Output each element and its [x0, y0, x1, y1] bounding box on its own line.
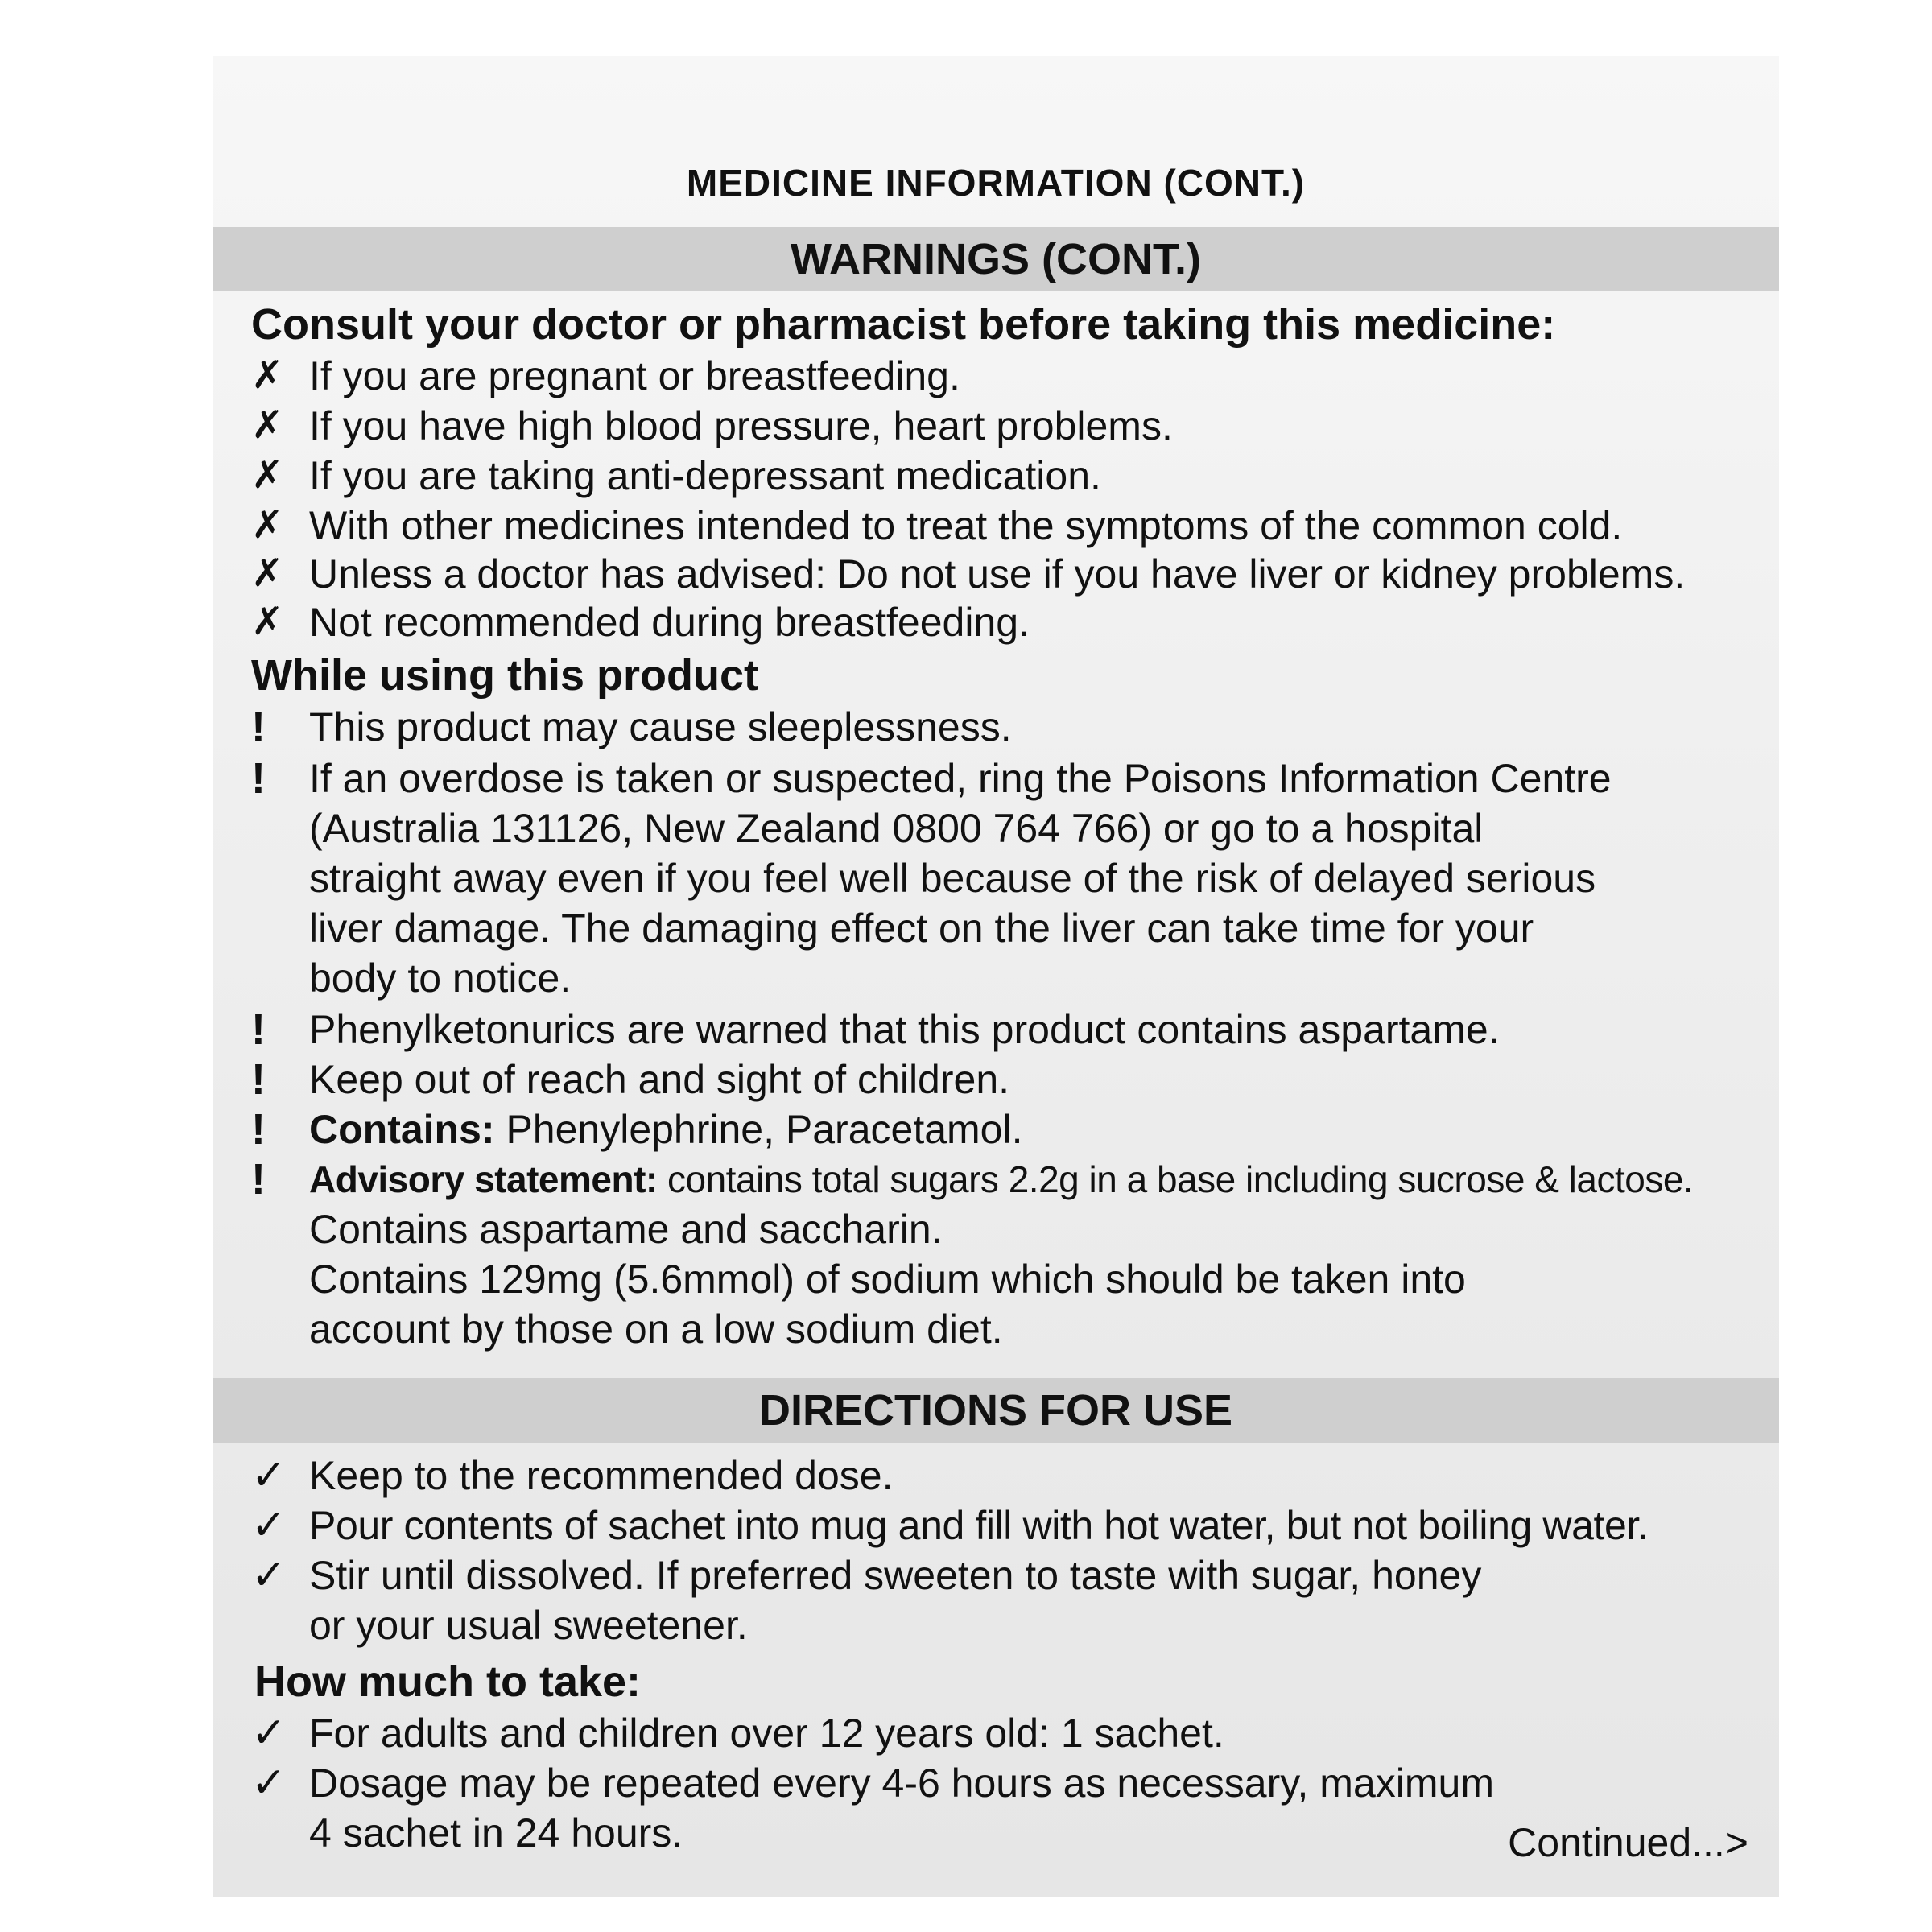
dosage-item: Dosage may be repeated every 4-6 hours as necessary, maximum: [309, 1761, 1494, 1806]
direction-item: Stir until dissolved. If preferred sweeten to taste with sugar, honey: [309, 1553, 1482, 1598]
cross-icon: ✗: [251, 404, 284, 447]
how-much-heading: How much to take:: [254, 1657, 642, 1706]
direction-item: Keep to the recommended dose.: [309, 1453, 894, 1498]
consult-heading: Consult your doctor or pharmacist before taking this medicine:: [251, 300, 1556, 349]
exclamation-icon: !: [251, 1105, 266, 1154]
contains-statement: [309, 1104, 1022, 1154]
exclamation-icon: !: [251, 1005, 266, 1054]
advisory-value: contains total sugars 2.2g in a base including sucrose & lactose.: [657, 1158, 1694, 1200]
checkmark-icon: ✓: [251, 1452, 287, 1499]
consult-item: If you are taking anti-depressant medication.: [309, 453, 1101, 498]
overdose-line: liver damage. The damaging effect on the liver can take time for your: [309, 906, 1534, 951]
exclamation-icon: !: [251, 754, 266, 803]
advisory-statement: [309, 1154, 1693, 1204]
cross-icon: ✗: [251, 504, 284, 547]
advisory-label: Advisory statement:: [309, 1158, 658, 1200]
dosage-item-continuation: 4 sachet in 24 hours.: [309, 1810, 683, 1856]
advisory-line: Contains aspartame and saccharin.: [309, 1207, 943, 1252]
children-warning: Keep out of reach and sight of children.: [309, 1057, 1010, 1102]
checkmark-icon: ✓: [251, 1502, 287, 1549]
exclamation-icon: !: [251, 1155, 266, 1203]
continued-label: Continued...>: [1508, 1820, 1748, 1865]
overdose-line: (Australia 131126, New Zealand 0800 764 766) or go to a hospital: [309, 806, 1484, 851]
exclamation-icon: !: [251, 703, 266, 751]
warnings-section-header: WARNINGS (CONT.): [213, 227, 1779, 291]
contains-label: Contains:: [309, 1107, 495, 1152]
page-title: MEDICINE INFORMATION (CONT.): [686, 162, 1306, 204]
cross-icon: ✗: [251, 601, 284, 643]
cross-icon: ✗: [251, 552, 284, 595]
cross-icon: ✗: [251, 354, 284, 397]
overdose-line: body to notice.: [309, 956, 572, 1001]
medicine-info-panel: [213, 56, 1779, 1897]
checkmark-icon: ✓: [251, 1552, 287, 1599]
consult-item: If you have high blood pressure, heart problems.: [309, 403, 1173, 448]
consult-item: With other medicines intended to treat the symptoms of the common cold.: [309, 503, 1623, 548]
contains-value: Phenylephrine, Paracetamol.: [494, 1107, 1023, 1152]
consult-item: If you are pregnant or breastfeeding.: [309, 353, 960, 398]
cross-icon: ✗: [251, 454, 284, 497]
overdose-line: If an overdose is taken or suspected, ring the Poisons Information Centre: [309, 756, 1612, 801]
checkmark-icon: ✓: [251, 1710, 287, 1757]
exclamation-icon: !: [251, 1055, 266, 1104]
direction-item: Pour contents of sachet into mug and fill with hot water, but not boiling water.: [309, 1503, 1649, 1548]
direction-item-continuation: or your usual sweetener.: [309, 1603, 748, 1648]
consult-item: Unless a doctor has advised: Do not use if you have liver or kidney problems.: [309, 551, 1686, 597]
phenylketonurics-warning: Phenylketonurics are warned that this product contains aspartame.: [309, 1007, 1500, 1052]
advisory-line: Contains 129mg (5.6mmol) of sodium which should be taken into: [309, 1257, 1466, 1302]
overdose-line: straight away even if you feel well because of the risk of delayed serious: [309, 856, 1596, 901]
dosage-item: For adults and children over 12 years old: 1 sachet.: [309, 1711, 1224, 1756]
sleeplessness-warning: This product may cause sleeplessness.: [309, 704, 1012, 749]
directions-section-header: DIRECTIONS FOR USE: [213, 1378, 1779, 1443]
while-using-heading: While using this product: [251, 651, 758, 700]
checkmark-icon: ✓: [251, 1760, 287, 1806]
consult-item: Not recommended during breastfeeding.: [309, 600, 1030, 645]
advisory-line: account by those on a low sodium diet.: [309, 1307, 1003, 1352]
